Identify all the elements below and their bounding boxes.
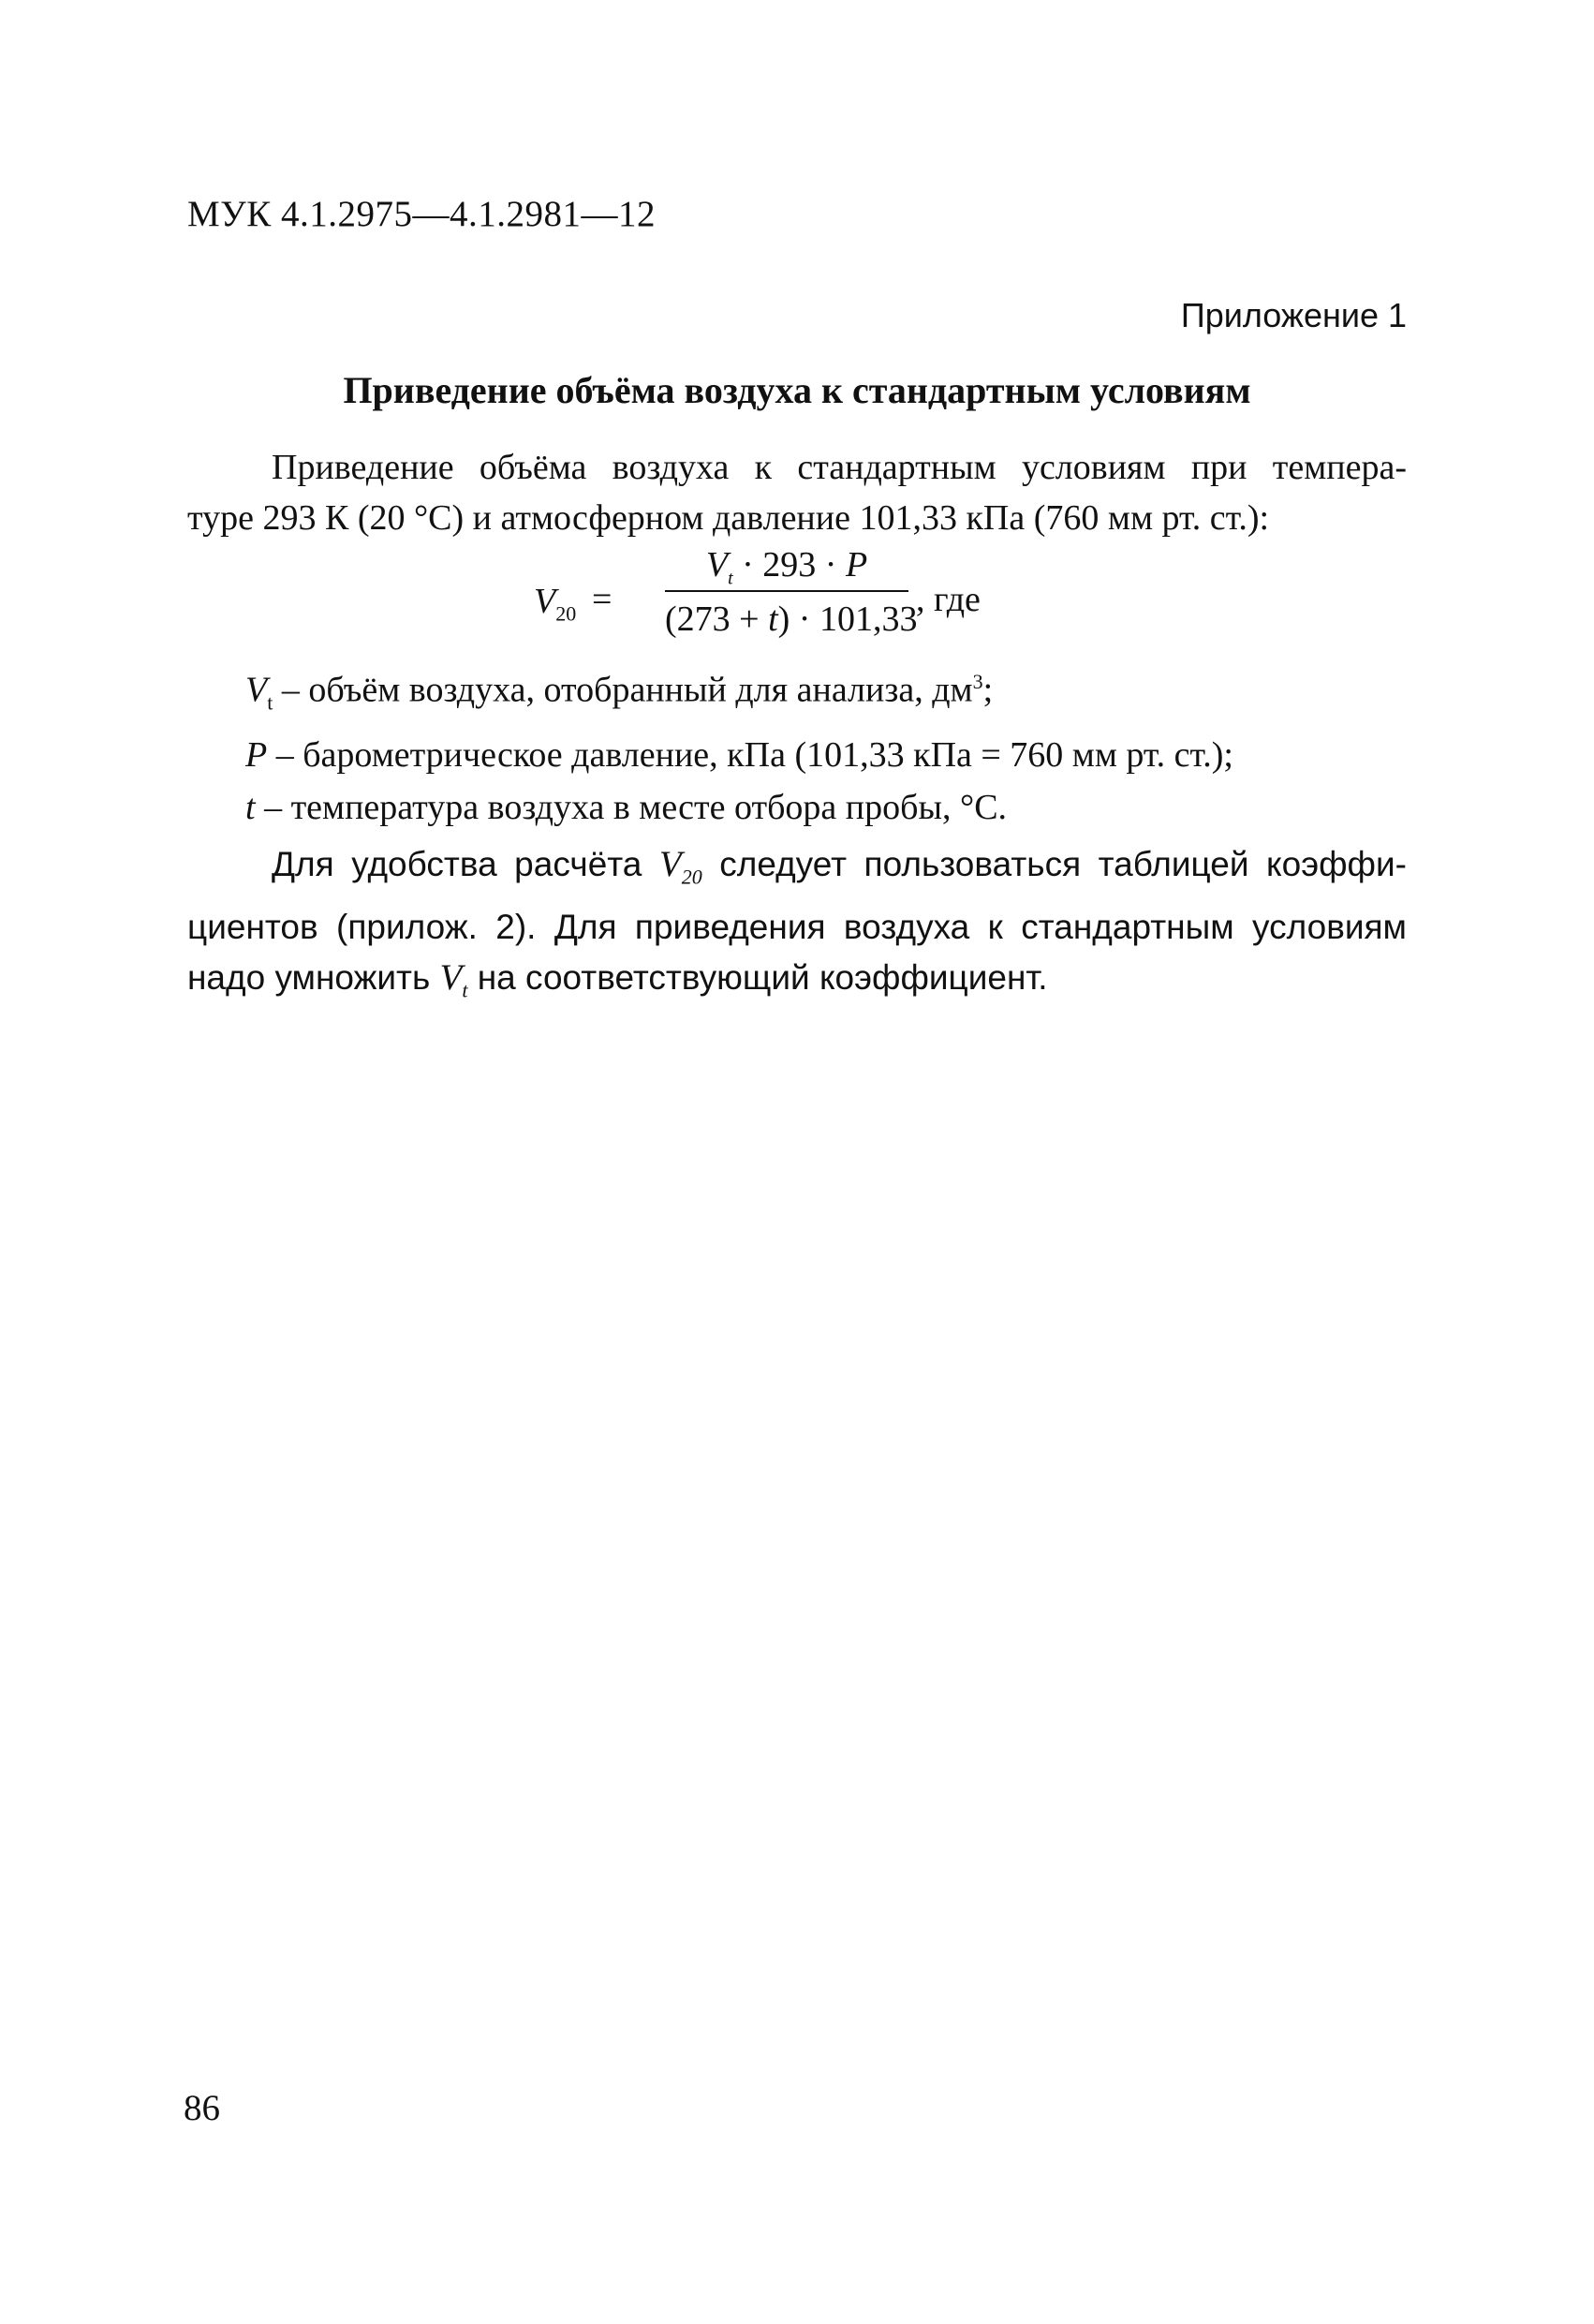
- formula-den-t: t: [768, 600, 778, 639]
- note-line-3: [187, 953, 1407, 1015]
- def-symbol: t: [245, 788, 256, 828]
- note-line-2: циентов (прилож. 2). Для приведения воздуха к стандартным условиям: [187, 908, 1407, 947]
- intro-paragraph: [187, 442, 1407, 543]
- definition-item: [245, 781, 1233, 834]
- definition-item: [245, 656, 1233, 729]
- note-line-3-b: на соответствующий коэффициент.: [467, 958, 1048, 998]
- note-line-3-subscript: t: [462, 978, 468, 1002]
- note-line-3-symbol: V: [439, 957, 463, 999]
- formula-tail: , где: [916, 580, 981, 619]
- formula-num-v: V: [705, 545, 729, 585]
- def-subscript: t: [267, 690, 273, 715]
- appendix-label: Приложение 1: [1180, 296, 1407, 334]
- intro-line-1: Приведение объёма воздуха к стандартным условиям при темпера-: [272, 448, 1407, 487]
- note-paragraph: [187, 839, 1407, 1016]
- note-line-1-b: следует пользоваться таблицей коэффи-: [701, 845, 1407, 883]
- intro-line-2: туре 293 К (20 °С) и атмосферном давление 101,33 кПа (760 мм рт. ст.):: [187, 498, 1270, 538]
- definition-item: [245, 729, 1233, 781]
- formula-num-v-sub: t: [728, 568, 733, 589]
- def-end: ;: [982, 670, 994, 710]
- page-number: 86: [184, 2088, 220, 2128]
- note-line-1-a: Для удобства расчёта: [272, 845, 659, 883]
- formula-equals: =: [592, 580, 613, 619]
- document-code-header: МУК 4.1.2975—4.1.2981—12: [187, 194, 657, 234]
- def-text: – температура воздуха в месте отбора пробы, °С.: [255, 788, 1008, 828]
- note-line-3-a: надо умножить: [187, 958, 440, 998]
- formula-den-open: (273 +: [665, 600, 769, 639]
- formula-denominator: [665, 596, 918, 643]
- formula-num-p: P: [845, 545, 868, 585]
- section-title: Приведение объёма воздуха к стандартным условиям: [343, 369, 1251, 411]
- formula-numerator: [665, 541, 908, 588]
- fraction-bar: [665, 590, 908, 592]
- def-text: – барометрическое давление, кПа (101,33 кПа = 760 мм рт. ст.);: [267, 735, 1233, 776]
- formula-num-rest: · 293 ·: [732, 545, 846, 585]
- formula-lhs-subscript: 20: [555, 601, 577, 626]
- note-line-1-subscript: 20: [681, 865, 702, 889]
- def-text: – объём воздуха, отобранный для анализа, дм: [273, 670, 973, 710]
- formula-lhs-symbol: V: [534, 582, 556, 621]
- def-sup: 3: [972, 670, 983, 693]
- formula: [534, 541, 1133, 654]
- def-symbol: V: [245, 670, 268, 710]
- formula-fraction: [665, 541, 918, 643]
- formula-lhs: [534, 581, 576, 627]
- formula-den-close: ) · 101,33: [777, 600, 918, 639]
- note-line-1: [187, 839, 1407, 902]
- definitions-list: [245, 656, 1233, 834]
- note-line-1-symbol: V: [658, 844, 682, 884]
- def-symbol: P: [245, 735, 268, 776]
